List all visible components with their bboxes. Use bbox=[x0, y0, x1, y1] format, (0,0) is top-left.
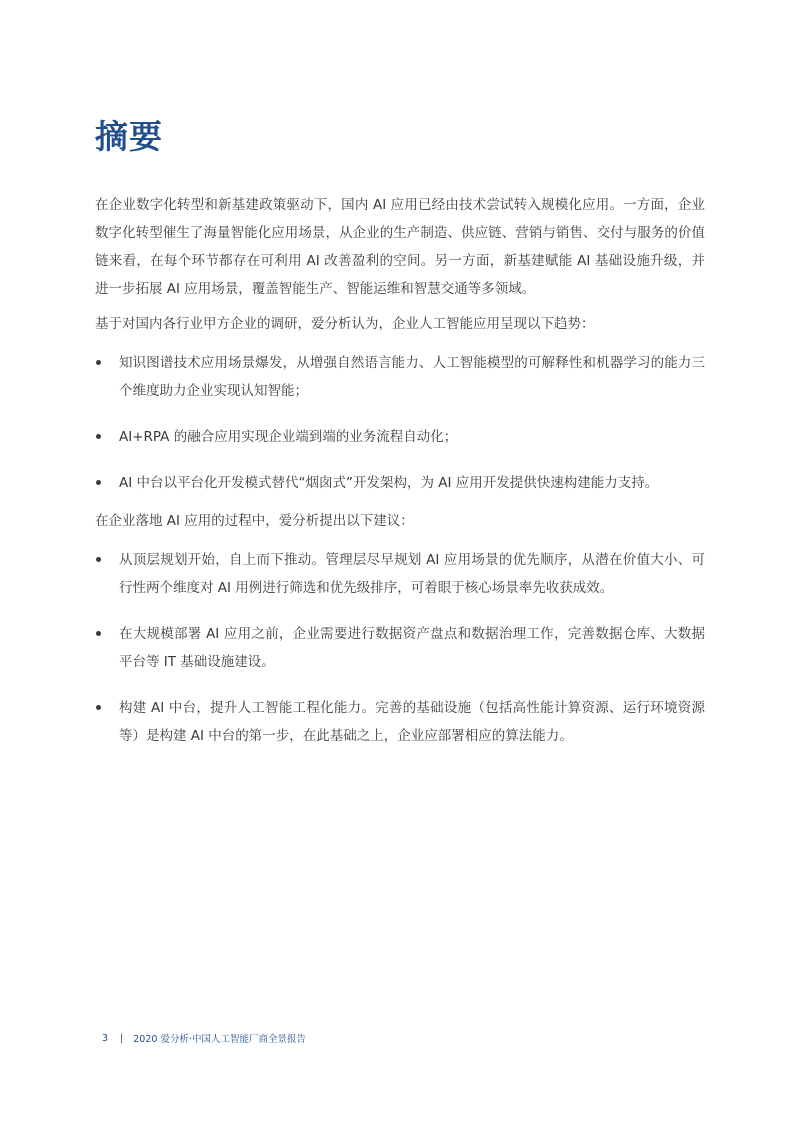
trends-lead-paragraph: 基于对国内各行业甲方企业的调研，爱分析认为，企业人工智能应用呈现以下趋势： bbox=[95, 316, 595, 332]
list-item-text: 从顶层规划开始，自上而下推动。管理层尽早规划 AI 应用场景的优先顺序，从潜在价值大小、可行性两个维度对 AI 用例进行筛选和优先级排序，可着眼于核心场景率先收获成效。 bbox=[119, 552, 705, 596]
intro-paragraph: 在企业数字化转型和新基建政策驱动下，国内 AI 应用已经由技术尝试转入规模化应用。一方面，企业数字化转型催生了海量智能化应用场景，从企业的生产制造、供应链、营销与销售、交付与服务的价值链来看，在每个环节都存在可利用 AI 改善盈利的空间。另一方面，新基建赋能 AI 基础设施升级，并进一步拓展 AI 应用场景，覆盖智能生产、智能运维和智慧交通等多领域。 bbox=[95, 197, 705, 297]
page-number: 3 bbox=[102, 1032, 109, 1044]
list-item bbox=[95, 620, 705, 676]
bullet-icon bbox=[96, 557, 101, 562]
list-item bbox=[95, 469, 705, 497]
page-footer bbox=[102, 1031, 306, 1045]
bullet-icon bbox=[96, 705, 101, 710]
list-item-text: AI+RPA 的融合应用实现企业端到端的业务流程自动化； bbox=[119, 429, 458, 445]
list-item bbox=[95, 423, 705, 451]
abstract-body bbox=[95, 191, 705, 750]
footer-separator: | bbox=[120, 1032, 124, 1044]
bullet-icon bbox=[96, 360, 101, 365]
list-item-text: AI 中台以平台化开发模式替代“烟囱式”开发架构，为 AI 应用开发提供快速构建能力支持。 bbox=[119, 475, 659, 491]
advice-lead-paragraph: 在企业落地 AI 应用的过程中，爱分析提出以下建议： bbox=[95, 513, 414, 529]
bullet-icon bbox=[96, 434, 101, 439]
list-item-text: 构建 AI 中台，提升人工智能工程化能力。完善的基础设施（包括高性能计算资源、运行环境资源等）是构建 AI 中台的第一步，在此基础之上，企业应部署相应的算法能力。 bbox=[119, 700, 705, 744]
list-item bbox=[95, 349, 705, 405]
bullet-icon bbox=[96, 480, 101, 485]
advice-list bbox=[95, 546, 705, 750]
bullet-icon bbox=[96, 631, 101, 636]
list-item-text: 知识图谱技术应用场景爆发，从增强自然语言能力、人工智能模型的可解释性和机器学习的能力三个维度助力企业实现认知智能； bbox=[119, 355, 705, 399]
report-title: 2020 爱分析·中国人工智能厂商全景报告 bbox=[133, 1034, 306, 1045]
page-title: 摘要 bbox=[95, 117, 163, 156]
list-item-text: 在大规模部署 AI 应用之前，企业需要进行数据资产盘点和数据治理工作，完善数据仓库、大数据平台等 IT 基础设施建设。 bbox=[119, 626, 705, 670]
list-item bbox=[95, 694, 705, 750]
list-item bbox=[95, 546, 705, 602]
trends-list bbox=[95, 349, 705, 497]
